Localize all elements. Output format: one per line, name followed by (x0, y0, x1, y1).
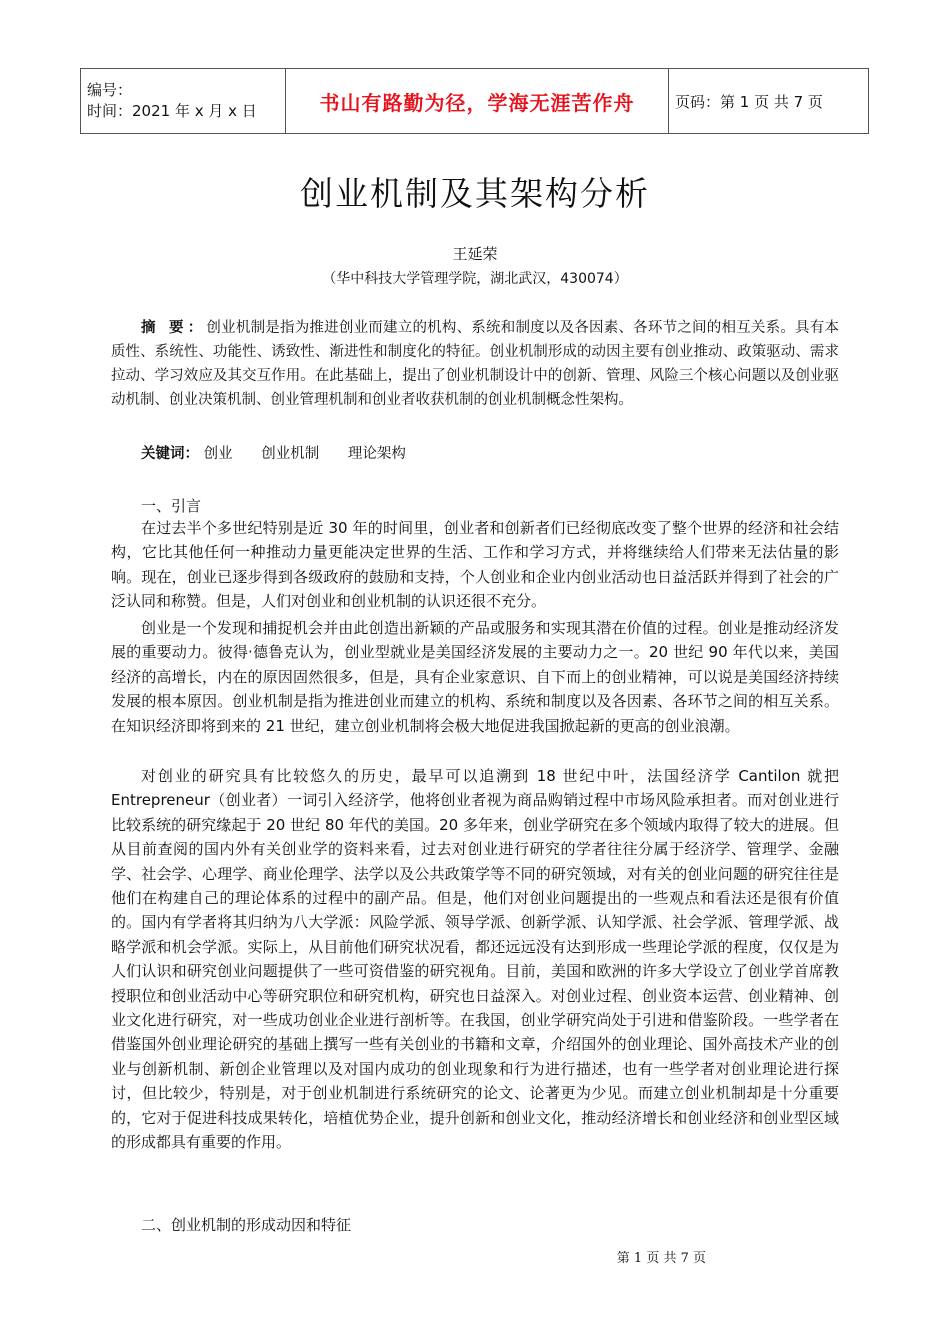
keywords (141, 442, 430, 463)
keyword: 理论架构 (347, 446, 406, 462)
paragraph: 创业是一个发现和捕捉机会并由此创造出新颖的产品或服务和实现其潜在价值的过程。创业是推动经济发展的重要动力。彼得·德鲁克认为，创业型就业是美国经济发展的主要动力之一。20 世纪 90 年代以来，美国经济的高增长，内在的原因固然很多，但是，具有企业家意识、自下而上的创业精神，可以说是美国经济持续发展的根本原因。创业机制是指为推进创业而建立的机构、系统和制度以及各因素、各环节之间的相互关系。在知识经济即将到来的 21 世纪，建立创业机制将会极大地促进我国掀起新的更高的创业浪潮。 (111, 619, 839, 735)
header-page-info: 页码：第 1 页 共 7 页 (669, 69, 869, 134)
header-meta (81, 69, 286, 134)
author-name: 王延荣 (452, 245, 498, 263)
section-heading-introduction: 一、引言 (141, 497, 202, 515)
paper-title: 创业机制及其架构分析 (300, 174, 650, 213)
keyword: 创业机制 (261, 446, 320, 462)
paragraph: 对创业的研究具有比较悠久的历史，最早可以追溯到 18 世纪中叶，法国经济学 Cantilon 就把 Entrepreneur（创业者）一词引入经济学，他将创业者视为商品购销过程中市场风险承担者。而对创业进行比较系统的研究缘起于 20 世纪 80 年代的美国。20 多年来，创业学研究在多个领域内取得了较大的进展。但从目前查阅的国内外有关创业学的资料来看，过去对创业进行研究的学者往往分属于经济学、管理学、金融学、社会学、心理学、商业伦理学、法学以及公共政策学等不同的研究领域，对有关的创业问题的研究往往是他们在构建自己的理论体系的过程中的副产品。但是，他们对创业问题提出的一些观点和看法还是很有价值的。国内有学者将其归纳为八大学派：风险学派、领导学派、创新学派、认知学派、社会学派、管理学派、战略学派和机会学派。实际上，从目前他们研究状况看，都还远远没有达到形成一些理论学派的程度，仅仅是为人们认识和研究创业问题提供了一些可资借鉴的研究视角。目前，美国和欧洲的许多大学设立了创业学首席教授职位和创业活动中心等研究职位和研究机构，研究也日益深入。对创业过程、创业资本运营、创业精神、创业文化进行研究，对一些成功创业企业进行剖析等。在我国，创业学研究尚处于引进和借鉴阶段。一些学者在借鉴国外创业理论研究的基础上撰写一些有关创业的书籍和文章，介绍国外的创业理论、国外高技术产业的创业与创新机制、新创企业管理以及对国内成功的创业现象和行为进行描述，也有一些学者对创业理论进行探讨，但比较少，特别是，对于创业机制进行系统研究的论文、论著更为少见。而建立创业机制却是十分重要的，它对于促进科技成果转化，培植优势企业，提升创新和创业文化，推动经济增长和创业经济和创业型区域的形成都具有重要的作用。 (111, 767, 839, 1152)
keyword: 创业 (203, 446, 233, 462)
document-number-label: 编号： (87, 81, 133, 99)
header-motto: 书山有路勤为径，学海无涯苦作舟 (286, 69, 669, 134)
document-header (80, 68, 869, 134)
abstract-label: 摘 要： (141, 319, 207, 336)
abstract (111, 316, 839, 412)
paragraph: 在过去半个多世纪特别是近 30 年的时间里，创业者和创新者们已经彻底改变了整个世界的经济和社会结构，它比其他任何一种推动力量更能决定世界的生活、工作和学习方式，并将继续给人们带来无法估量的影响。现在，创业已逐步得到各级政府的鼓励和支持，个人创业和企业内创业活动也日益活跃并得到了社会的广泛认同和称赞。但是，人们对创业和创业机制的认识还很不充分。 (111, 519, 839, 611)
document-time: 时间：2021 年 x 月 x 日 (87, 102, 257, 120)
keywords-label: 关键词： (141, 445, 199, 462)
author-affiliation: （华中科技大学管理学院，湖北武汉，430074） (322, 271, 628, 287)
page-footer: 第 1 页 共 7 页 (616, 1251, 706, 1266)
section-heading-formation: 二、创业机制的形成动因和特征 (141, 1216, 352, 1234)
abstract-text: 创业机制是指为推进创业而建立的机构、系统和制度以及各因素、各环节之间的相互关系。具有本质性、系统性、功能性、诱致性、渐进性和制度化的特征。创业机制形成的动因主要有创业推动、政策驱动、需求拉动、学习效应及其交互作用。在此基础上，提出了创业机制设计中的创新、管理、风险三个核心问题以及创业驱动机制、创业决策机制、创业管理机制和创业者收获机制的创业机制概念性架构。 (111, 320, 839, 408)
